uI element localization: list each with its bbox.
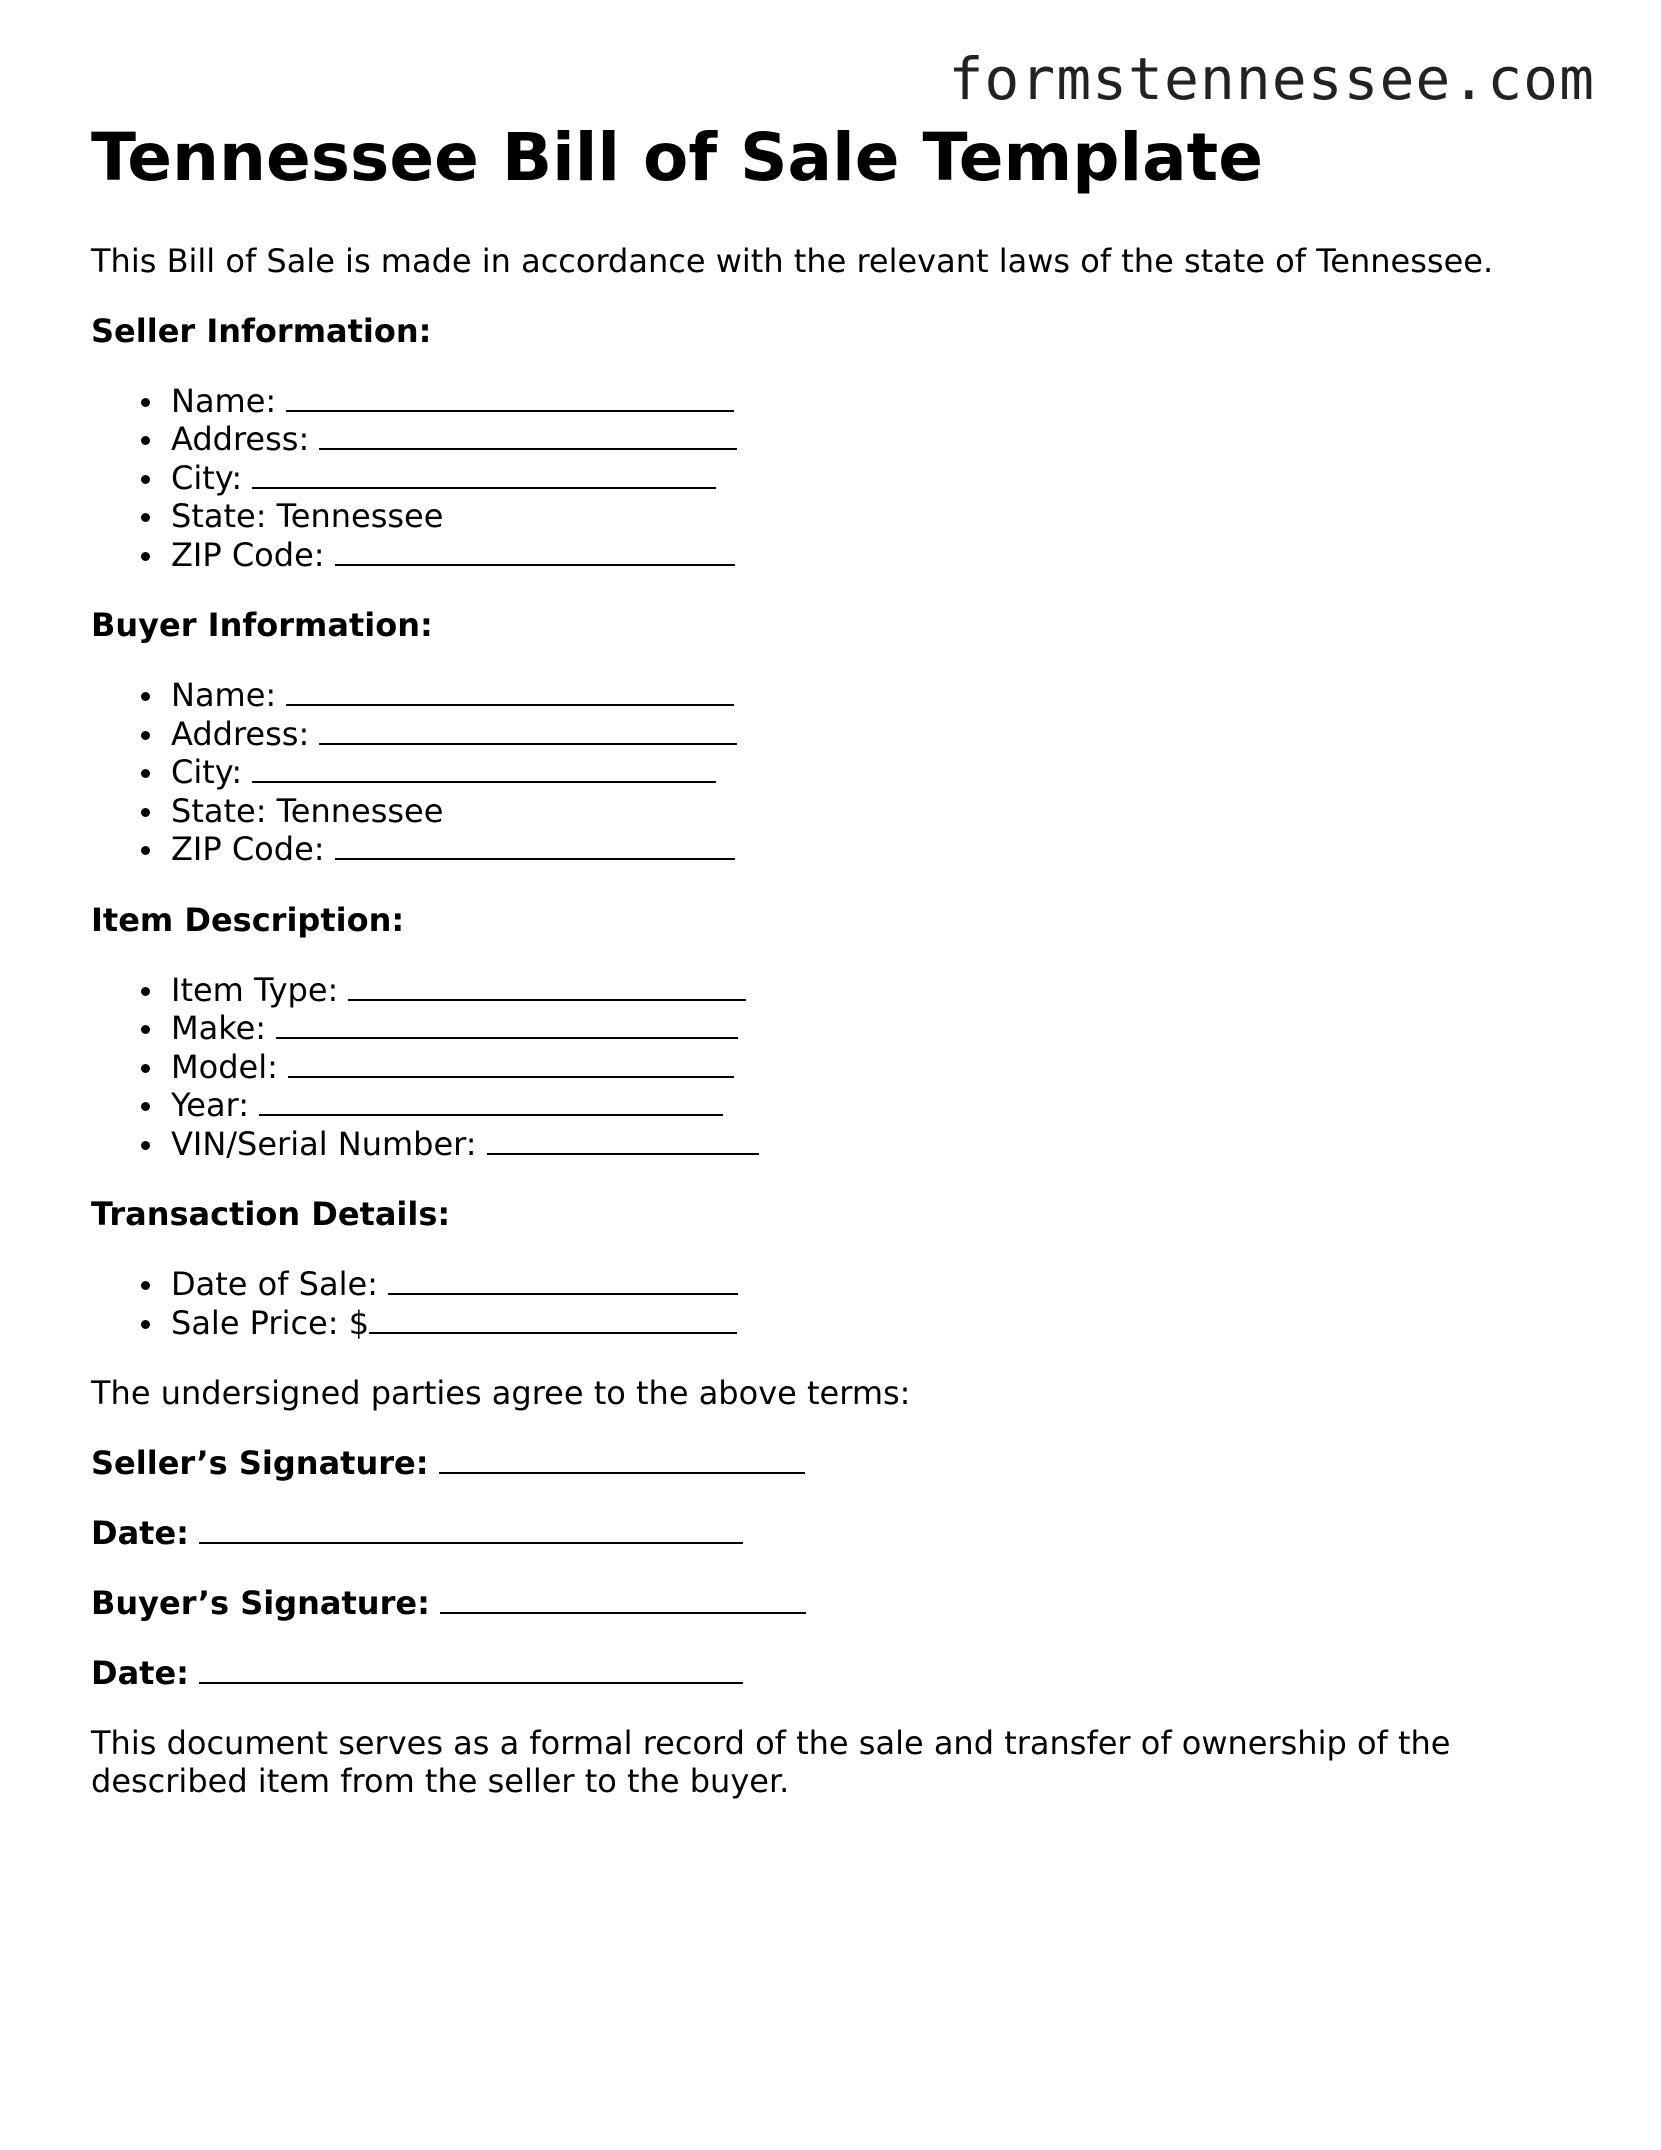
sale-price-blank[interactable] [369, 1304, 737, 1334]
sale-price-field [171, 1304, 1571, 1343]
date-of-sale-blank[interactable] [388, 1265, 738, 1295]
seller-address-blank[interactable] [319, 420, 737, 450]
site-watermark: formstennessee.com [948, 45, 1595, 113]
item-make-field [171, 1009, 1571, 1048]
agreement-paragraph: The undersigned parties agree to the above terms: [91, 1374, 911, 1413]
buyer-state-field [171, 792, 1571, 831]
buyer-name-field [171, 676, 1571, 715]
item-make-label: Make: [171, 1009, 267, 1048]
item-year-label: Year: [171, 1086, 249, 1125]
buyer-date-label: Date: [91, 1654, 189, 1693]
buyer-zip-label: ZIP Code: [171, 830, 325, 869]
transaction-section-heading: Transaction Details: [91, 1195, 451, 1234]
item-model-blank[interactable] [288, 1048, 734, 1078]
buyer-zip-blank[interactable] [335, 830, 735, 860]
seller-signature-blank[interactable] [439, 1444, 805, 1474]
buyer-signature-label: Buyer’s Signature: [91, 1584, 430, 1623]
document-title: Tennessee Bill of Sale Template [91, 119, 1263, 196]
date-of-sale-field [171, 1265, 1571, 1304]
date-of-sale-label: Date of Sale: [171, 1265, 378, 1304]
sale-price-label: Sale Price: $ [171, 1303, 370, 1342]
item-section-heading: Item Description: [91, 900, 405, 939]
seller-date-label: Date: [91, 1514, 189, 1553]
buyer-city-blank[interactable] [252, 753, 716, 783]
seller-name-blank[interactable] [286, 382, 734, 412]
seller-signature-label: Seller’s Signature: [91, 1444, 429, 1483]
buyer-state-label: State: Tennessee [171, 791, 444, 830]
buyer-zip-field [171, 830, 1571, 869]
item-type-label: Item Type: [171, 970, 339, 1009]
item-vin-field [171, 1125, 1571, 1164]
buyer-name-blank[interactable] [286, 676, 734, 706]
buyer-date-blank[interactable] [199, 1654, 743, 1684]
buyer-address-field [171, 715, 1571, 754]
seller-name-field [171, 382, 1571, 421]
buyer-signature-blank[interactable] [440, 1584, 806, 1614]
buyer-city-label: City: [171, 753, 243, 792]
item-vin-blank[interactable] [487, 1125, 759, 1155]
item-model-label: Model: [171, 1047, 278, 1086]
seller-fields-list [91, 382, 1571, 575]
seller-name-label: Name: [171, 381, 277, 420]
seller-section-heading: Seller Information: [91, 311, 432, 350]
seller-state-label: State: Tennessee [171, 497, 444, 536]
item-vin-label: VIN/Serial Number: [171, 1124, 477, 1163]
buyer-fields-list [91, 676, 1571, 869]
item-type-blank[interactable] [348, 971, 746, 1001]
item-fields-list [91, 971, 1571, 1164]
buyer-date-line [91, 1654, 1571, 1692]
item-type-field [171, 971, 1571, 1010]
item-make-blank[interactable] [276, 1009, 738, 1039]
buyer-section-heading: Buyer Information: [91, 606, 433, 645]
seller-state-field [171, 497, 1571, 536]
item-year-field [171, 1086, 1571, 1125]
seller-zip-label: ZIP Code: [171, 535, 325, 574]
seller-address-label: Address: [171, 420, 310, 459]
item-model-field [171, 1048, 1571, 1087]
bill-of-sale-document [91, 120, 1571, 1800]
seller-zip-field [171, 536, 1571, 575]
buyer-name-label: Name: [171, 676, 277, 715]
buyer-city-field [171, 753, 1571, 792]
seller-zip-blank[interactable] [335, 536, 735, 566]
seller-date-line [91, 1514, 1571, 1552]
transaction-fields-list [91, 1265, 1571, 1342]
buyer-address-label: Address: [171, 714, 310, 753]
seller-city-field [171, 459, 1571, 498]
seller-city-label: City: [171, 458, 243, 497]
item-year-blank[interactable] [259, 1086, 723, 1116]
buyer-signature-line [91, 1584, 1571, 1622]
intro-paragraph: This Bill of Sale is made in accordance with the relevant laws of the state of Tennessee. [91, 241, 1494, 280]
closing-paragraph: This document serves as a formal record of the sale and transfer of ownership of the described item from the seller to the buyer. [91, 1724, 1451, 1801]
seller-address-field [171, 420, 1571, 459]
seller-date-blank[interactable] [199, 1514, 743, 1544]
seller-city-blank[interactable] [252, 459, 716, 489]
seller-signature-line [91, 1444, 1571, 1482]
buyer-address-blank[interactable] [319, 715, 737, 745]
